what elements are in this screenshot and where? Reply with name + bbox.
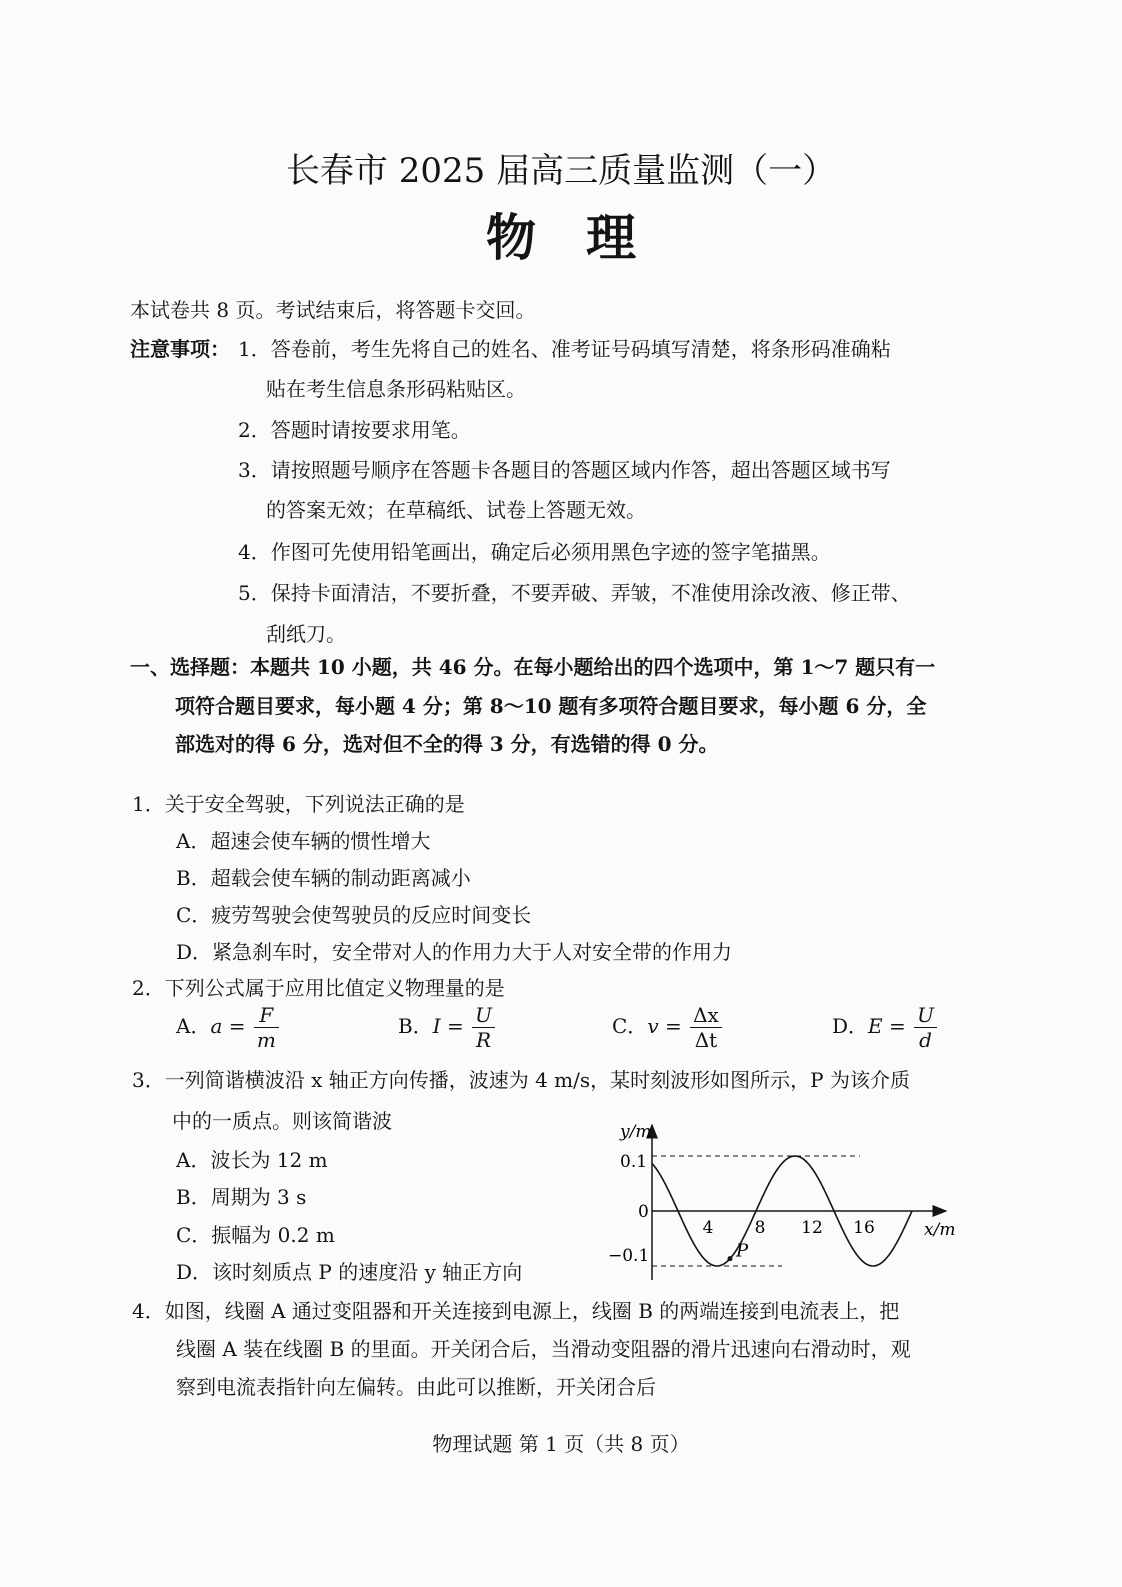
q2-d-num: U <box>914 1003 937 1028</box>
q2-d-label: D． <box>832 1014 869 1038</box>
x-tick-label-12: 12 <box>801 1218 823 1238</box>
q2-b-den: R <box>475 1028 492 1052</box>
q2-a-den: m <box>256 1028 276 1052</box>
q2-option-a: A．a = $\frac{F}{m}$ <box>176 1003 281 1052</box>
q2-b-fraction <box>472 1003 495 1052</box>
exam-title: 长春市 2025 届高三质量监测（一） <box>285 151 837 191</box>
notice-item-4: 4．作图可先使用铅笔画出，确定后必须用黑色字迹的签字笔描黑。 <box>238 540 831 564</box>
q2-a-num: F <box>254 1003 279 1028</box>
x-tick-label-4: 4 <box>702 1218 714 1238</box>
notice-item-5-cont: 刮纸刀。 <box>266 622 346 646</box>
q2-d-den: d <box>919 1028 932 1052</box>
q3-option-b: B．周期为 3 s <box>176 1185 307 1209</box>
notice-item-3-cont: 的答案无效；在草稿纸、试卷上答题无效。 <box>266 498 646 522</box>
y-axis-label: y/m <box>620 1122 652 1142</box>
section1-line-2: 项符合题目要求，每小题 4 分；第 8～10 题有多项符合题目要求，每小题 6 分，全 <box>175 694 927 718</box>
q1-option-d: D．紧急刹车时，安全带对人的作用力大于人对安全带的作用力 <box>176 940 733 964</box>
q2-d-lhs: E <box>868 1014 883 1038</box>
q3-stem-line-1: 3．一列简谐横波沿 x 轴正方向传播，波速为 4 m/s，某时刻波形如图所示，P 为该介质 <box>132 1068 910 1092</box>
q1-option-c: C．疲劳驾驶会使驾驶员的反应时间变长 <box>176 903 532 927</box>
q2-stem: 2．下列公式属于应用比值定义物理量的是 <box>132 976 505 1000</box>
notice-item-3: 3．请按照题号顺序在答题卡各题目的答题区域内作答，超出答题区域书写 <box>238 458 891 482</box>
q2-a-label: A． <box>176 1014 211 1038</box>
q2-c-fraction <box>690 1003 722 1052</box>
point-p <box>728 1256 733 1261</box>
section1-line-1: 一、选择题：本题共 10 小题，共 46 分。在每小题给出的四个选项中，第 1～7 题只有一 <box>130 655 936 679</box>
q2-b-lhs: I <box>432 1014 441 1038</box>
notice-item-1-cont: 贴在考生信息条形码粘贴区。 <box>266 377 526 401</box>
q3-option-d: D．该时刻质点 P 的速度沿 y 轴正方向 <box>176 1260 523 1284</box>
q2-b-num: U <box>472 1003 495 1028</box>
wave-chart <box>600 1115 980 1290</box>
q4-line-2: 线圈 A 装在线圈 B 的里面。开关闭合后，当滑动变阻器的滑片迅速向右滑动时，观 <box>176 1337 911 1361</box>
notice-item-1: 1．答卷前，考生先将自己的姓名、准考证号码填写清楚，将条形码准确粘 <box>238 337 891 361</box>
q3-option-c: C．振幅为 0.2 m <box>176 1223 335 1247</box>
q2-c-lhs: v <box>647 1014 659 1038</box>
point-p-label: P <box>736 1240 749 1262</box>
q2-b-label: B． <box>398 1014 433 1038</box>
intro-text: 本试卷共 8 页。考试结束后，将答题卡交回。 <box>130 298 536 322</box>
q2-c-label: C． <box>612 1014 648 1038</box>
x-tick-label-8: 8 <box>754 1218 766 1238</box>
x-tick-label-16: 16 <box>853 1218 875 1238</box>
q2-option-d: D．E = $\frac{U}{d}$ <box>832 1003 939 1052</box>
q1-option-a: A．超速会使车辆的惯性增大 <box>176 829 431 853</box>
subject-title: 物 理 <box>486 209 636 267</box>
notice-item-2: 2．答题时请按要求用笔。 <box>238 418 471 442</box>
x-axis-label: x/m <box>924 1220 956 1240</box>
q1-option-b: B．超载会使车辆的制动距离减小 <box>176 866 471 890</box>
q3-option-a: A．波长为 12 m <box>176 1148 328 1172</box>
q3-stem-line-2: 中的一质点。则该简谐波 <box>172 1109 392 1133</box>
q2-c-num: Δx <box>690 1003 722 1028</box>
page-footer: 物理试题 第 1 页（共 8 页） <box>432 1432 690 1456</box>
q4-line-1: 4．如图，线圈 A 通过变阻器和开关连接到电源上，线圈 B 的两端连接到电流表上，把 <box>132 1299 900 1323</box>
q2-option-c: C．v = $\frac{\Delta x}{\Delta t}$ <box>612 1003 724 1052</box>
q2-a-fraction <box>254 1003 279 1052</box>
q2-option-b: B．I = $\frac{U}{R}$ <box>398 1003 497 1052</box>
y-tick-label-bottom: −0.1 <box>608 1246 650 1266</box>
q1-stem: 1．关于安全驾驶，下列说法正确的是 <box>132 792 465 816</box>
q2-d-fraction <box>914 1003 937 1052</box>
notice-item-5: 5．保持卡面清洁，不要折叠，不要弄破、弄皱，不准使用涂改液、修正带、 <box>238 581 911 605</box>
q2-c-den: Δt <box>694 1028 718 1052</box>
q4-line-3: 察到电流表指针向左偏转。由此可以推断，开关闭合后 <box>176 1375 656 1399</box>
section1-line-3: 部选对的得 6 分，选对但不全的得 3 分，有选错的得 0 分。 <box>175 732 719 756</box>
q2-a-lhs: a <box>210 1014 223 1038</box>
y-tick-label-top: 0.1 <box>620 1152 648 1172</box>
notice-label: 注意事项： <box>130 337 230 361</box>
origin-label: 0 <box>638 1202 649 1222</box>
